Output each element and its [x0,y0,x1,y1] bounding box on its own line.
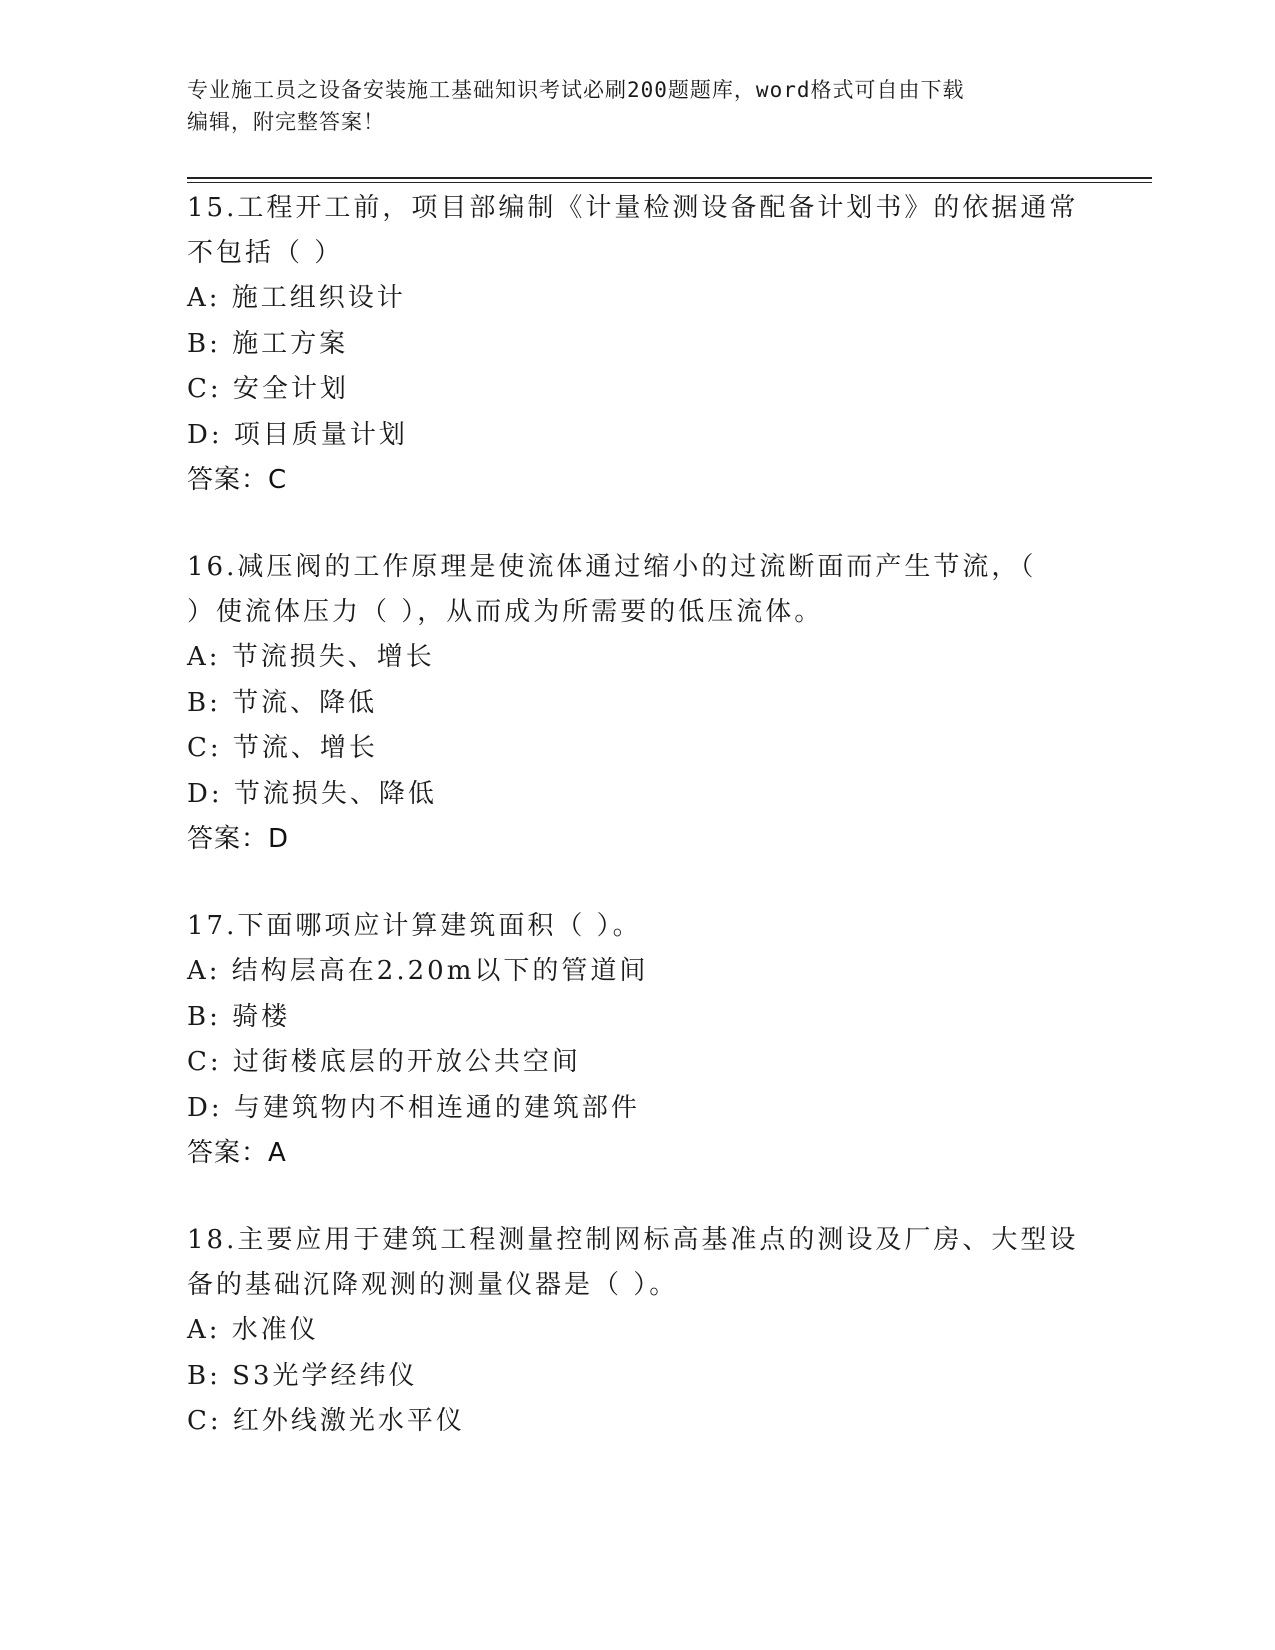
question-stem-line: 18.主要应用于建筑工程测量控制网标高基准点的测设及厂房、大型设 [187,1225,1079,1255]
header-line-2: 编辑，附完整答案！ [187,110,385,134]
option-a: A: 节流损失、增长 [187,642,435,672]
option-b: B: 骑楼 [187,1001,291,1032]
header-divider-thick [187,177,1152,179]
question-stem-line: 15.工程开工前，项目部编制《计量检测设备配备计划书》的依据通常 [187,193,1079,223]
option-b: B: 节流、降低 [187,687,378,718]
question-stem-line: ）使流体压力（ ），从而成为所需要的低压流体。 [187,597,824,627]
question-stem-line: 备的基础沉降观测的测量仪器是（ ）。 [187,1270,679,1300]
option-d: D: 节流损失、降低 [187,778,437,809]
option-b: B: 施工方案 [187,328,349,359]
option-c: C: 安全计划 [187,374,349,404]
question-stem-line: 16.减压阀的工作原理是使流体通过缩小的过流断面而产生节流，（ [187,552,1037,582]
option-d: D: 与建筑物内不相连通的建筑部件 [187,1092,640,1123]
question-17 [187,904,648,1176]
option-d: D: 项目质量计划 [187,419,408,450]
answer: 答案：C [187,465,288,495]
header-divider-thin [187,182,1152,183]
answer: 答案：D [187,824,290,854]
option-a: A: 施工组织设计 [187,283,406,313]
option-c: C: 红外线激光水平仪 [187,1406,465,1436]
option-c: C: 节流、增长 [187,733,378,763]
option-b: B: S3光学经纬仪 [187,1360,418,1391]
question-16 [187,545,1036,862]
header-line-1: 专业施工员之设备安装施工基础知识考试必刷200题题库，word格式可自由下载 [187,78,965,102]
question-18 [187,1218,1078,1445]
question-stem-line: 不包括（ ） [187,238,344,268]
option-a: A: 结构层高在2.20m以下的管道间 [187,956,649,986]
document-header [187,74,1087,138]
question-stem-line: 17.下面哪项应计算建筑面积（ ）。 [187,911,642,941]
option-a: A: 水准仪 [187,1315,319,1345]
option-c: C: 过街楼底层的开放公共空间 [187,1047,581,1077]
answer: 答案：A [187,1138,287,1168]
question-15 [187,186,1078,503]
